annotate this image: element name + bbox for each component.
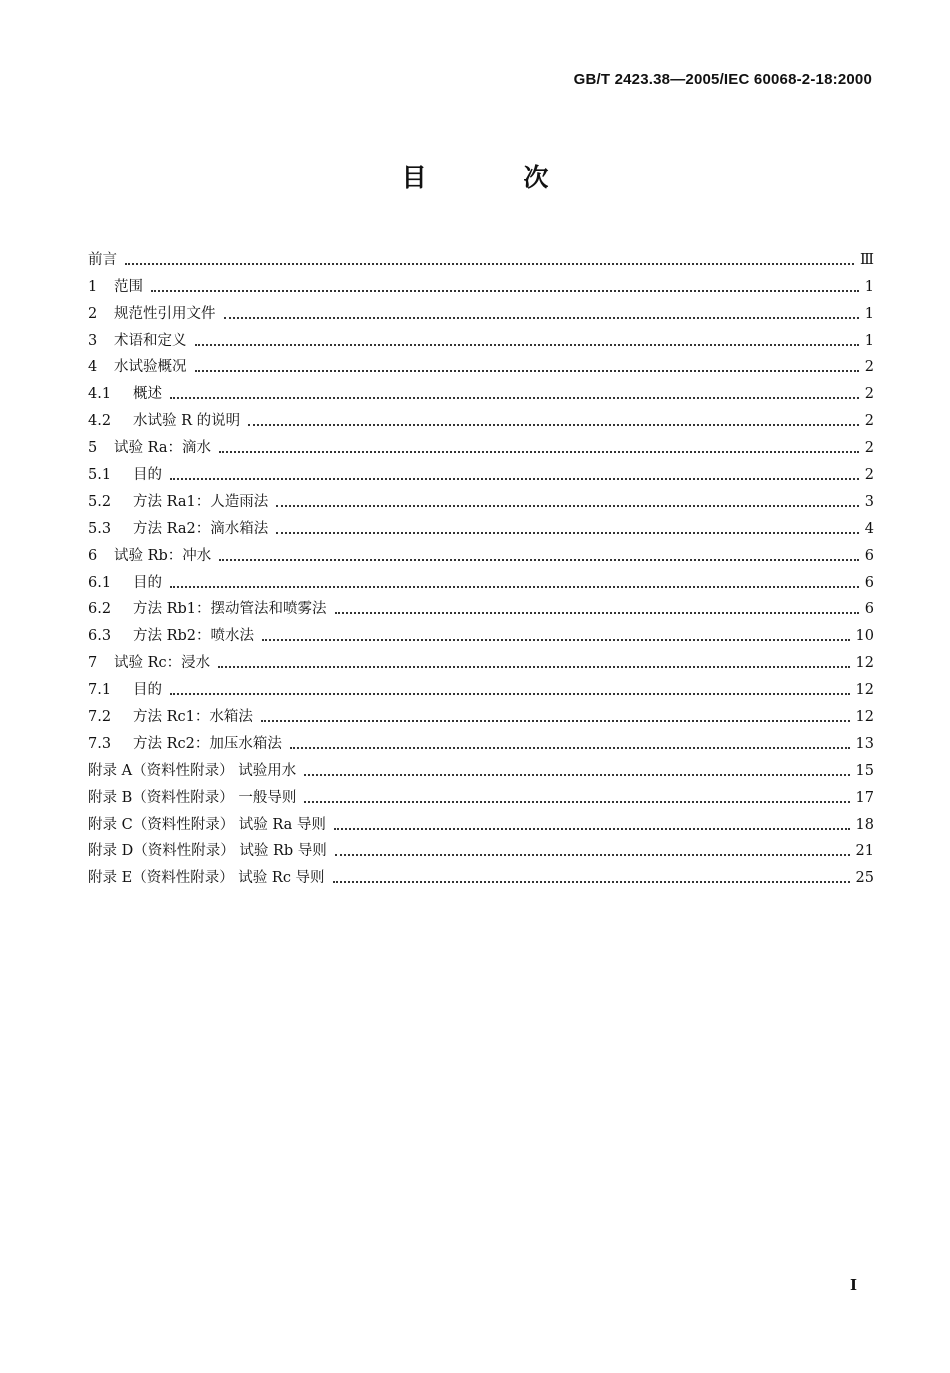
toc-entry-title: 目的 [133, 682, 162, 699]
toc-entry-label [88, 789, 296, 807]
toc-entry-label [88, 681, 162, 699]
toc-entry-page: 12 [855, 655, 874, 672]
toc-dot-leader [170, 693, 850, 695]
toc-entry-page: 6 [864, 547, 874, 564]
toc-entry-number: 5.3 [88, 520, 112, 537]
toc-entry-title: 方法 Rc2：加压水箱法 [133, 735, 282, 752]
toc-entry[interactable] [88, 753, 874, 780]
toc-entry-label [88, 816, 326, 834]
toc-entry-title: 试验 Rc：浸水 [114, 655, 211, 672]
toc-entry-title: 目的 [133, 574, 162, 591]
toc-dot-leader [304, 801, 849, 803]
toc-entry-number: 7 [88, 655, 98, 672]
toc-entry-title: 附录 A（资料性附录） 试验用水 [88, 762, 297, 779]
toc-entry-label [88, 547, 211, 565]
toc-entry-label [88, 466, 162, 484]
toc-dot-leader [195, 344, 859, 346]
toc-entry[interactable] [88, 242, 874, 269]
toc-entry-number: 5.2 [88, 493, 112, 510]
toc-entry-title: 范围 [114, 278, 143, 295]
toc-entry-number: 2 [88, 305, 98, 322]
toc-entry-label [88, 358, 187, 376]
toc-entry-title: 方法 Ra1：人造雨法 [133, 493, 269, 510]
toc-entry-page: 6 [864, 601, 874, 618]
toc-entry-page: 3 [864, 493, 874, 510]
toc-entry[interactable] [88, 457, 874, 484]
toc-entry-number: 7.3 [88, 735, 112, 752]
toc-entry-number: 1 [88, 278, 98, 295]
toc-entry-label [88, 708, 253, 726]
toc-entry-title: 附录 C（资料性附录） 试验 Ra 导则 [88, 816, 326, 833]
toc-entry-page: 2 [864, 413, 874, 430]
toc-entry-page: 2 [864, 467, 874, 484]
toc-entry-number: 7.2 [88, 709, 112, 726]
toc-entry[interactable] [88, 296, 874, 323]
toc-entry[interactable] [88, 269, 874, 296]
toc-dot-leader [335, 854, 850, 856]
toc-entry[interactable] [88, 511, 874, 538]
toc-entry-number: 6 [88, 547, 98, 564]
toc-dot-leader [170, 397, 859, 399]
toc-entry[interactable] [88, 618, 874, 645]
toc-entry-page: 17 [855, 789, 874, 806]
toc-entry-page: 13 [855, 735, 874, 752]
toc-entry-label [88, 762, 296, 780]
toc-dot-leader [276, 532, 859, 534]
toc-entry-label [88, 600, 327, 618]
toc-entry-label [88, 735, 282, 753]
toc-entry-page: 12 [855, 682, 874, 699]
toc-entry-page: 18 [855, 816, 874, 833]
toc-entry[interactable] [88, 538, 874, 565]
toc-entry[interactable] [88, 592, 874, 619]
toc-entry-label [88, 385, 162, 403]
toc-entry-label [88, 278, 143, 296]
page-title: 目 次 [401, 163, 593, 192]
toc-dot-leader [334, 828, 850, 830]
toc-entry-page: 2 [864, 359, 874, 376]
toc-entry[interactable] [88, 430, 874, 457]
toc-entry[interactable] [88, 726, 874, 753]
toc-dot-leader [218, 666, 849, 668]
table-of-contents [88, 242, 874, 887]
toc-entry-page: 21 [855, 843, 874, 860]
toc-dot-leader [248, 424, 859, 426]
toc-entry-page: 1 [864, 278, 874, 295]
toc-entry-page: 2 [864, 386, 874, 403]
toc-entry[interactable] [88, 699, 874, 726]
toc-dot-leader [170, 586, 859, 588]
toc-dot-leader [261, 720, 850, 722]
toc-entry-number: 5 [88, 440, 98, 457]
toc-entry-number: 3 [88, 332, 98, 349]
toc-entry-number: 6.2 [88, 601, 112, 618]
toc-entry[interactable] [88, 376, 874, 403]
toc-entry-label [88, 305, 216, 323]
toc-entry-title: 目的 [133, 467, 162, 484]
toc-dot-leader [170, 478, 859, 480]
toc-entry-label [88, 439, 211, 457]
toc-entry-title: 水试验概况 [114, 359, 187, 376]
toc-entry[interactable] [88, 484, 874, 511]
toc-entry-label [88, 520, 268, 538]
toc-entry-label [88, 412, 240, 430]
toc-entry-title: 试验 Ra：滴水 [114, 440, 212, 457]
toc-entry-label [88, 627, 254, 645]
toc-entry-title: 方法 Rc1：水箱法 [133, 709, 253, 726]
toc-entry-label [88, 869, 325, 887]
toc-entry-label [88, 842, 327, 860]
toc-dot-leader [276, 505, 859, 507]
toc-entry[interactable] [88, 780, 874, 807]
toc-entry-label [88, 574, 162, 592]
toc-entry-page: 10 [855, 628, 874, 645]
toc-entry[interactable] [88, 645, 874, 672]
toc-entry-title: 术语和定义 [114, 332, 187, 349]
toc-entry[interactable] [88, 403, 874, 430]
toc-dot-leader [290, 747, 850, 749]
toc-dot-leader [219, 451, 859, 453]
toc-entry[interactable] [88, 323, 874, 350]
toc-entry-page: 25 [855, 870, 874, 887]
toc-dot-leader [304, 774, 849, 776]
toc-entry-page: 1 [864, 332, 874, 349]
toc-entry-page: 6 [864, 574, 874, 591]
page-number: I [850, 1276, 858, 1294]
toc-entry-page: 4 [864, 520, 874, 537]
toc-entry[interactable] [88, 834, 874, 861]
toc-dot-leader [335, 612, 859, 614]
standard-code: GB/T 2423.38—2005/IEC 60068-2-18:2000 [573, 71, 872, 88]
toc-dot-leader [224, 317, 859, 319]
toc-entry-number: 4.1 [88, 386, 112, 403]
toc-entry-title: 方法 Ra2：滴水箱法 [133, 520, 269, 537]
toc-entry-title: 概述 [133, 386, 162, 403]
toc-entry-page: 1 [864, 305, 874, 322]
toc-entry-page: 2 [864, 440, 874, 457]
toc-entry-title: 水试验 R 的说明 [133, 413, 241, 430]
toc-entry-title: 附录 E（资料性附录） 试验 Rc 导则 [88, 870, 325, 887]
toc-entry[interactable] [88, 807, 874, 834]
toc-entry-number: 6.1 [88, 574, 112, 591]
toc-entry-page: 15 [855, 762, 874, 779]
toc-entry-title: 附录 D（资料性附录） 试验 Rb 导则 [88, 843, 327, 860]
toc-dot-leader [125, 263, 854, 265]
toc-entry-page: 12 [855, 709, 874, 726]
toc-entry-page: Ⅲ [860, 251, 874, 268]
toc-dot-leader [333, 881, 850, 883]
toc-entry-number: 4.2 [88, 413, 112, 430]
toc-entry-number: 6.3 [88, 628, 112, 645]
toc-entry-title: 附录 B（资料性附录） 一般导则 [88, 789, 297, 806]
toc-entry[interactable] [88, 860, 874, 887]
toc-entry-title: 方法 Rb1：摆动管法和喷雾法 [133, 601, 327, 618]
toc-entry[interactable] [88, 672, 874, 699]
toc-entry-title: 试验 Rb：冲水 [114, 547, 212, 564]
toc-entry-label [88, 332, 187, 350]
toc-entry-title: 前言 [88, 251, 117, 268]
toc-dot-leader [219, 559, 858, 561]
toc-dot-leader [195, 370, 859, 372]
toc-entry-label [88, 251, 117, 269]
toc-dot-leader [262, 639, 850, 641]
toc-entry-title: 规范性引用文件 [114, 305, 216, 322]
toc-dot-leader [151, 290, 859, 292]
toc-entry[interactable] [88, 565, 874, 592]
toc-entry-number: 4 [88, 359, 98, 376]
toc-entry-label [88, 493, 268, 511]
toc-entry-label [88, 654, 210, 672]
toc-entry-number: 7.1 [88, 682, 112, 699]
toc-entry-number: 5.1 [88, 467, 112, 484]
toc-entry-title: 方法 Rb2：喷水法 [133, 628, 255, 645]
toc-entry[interactable] [88, 350, 874, 377]
